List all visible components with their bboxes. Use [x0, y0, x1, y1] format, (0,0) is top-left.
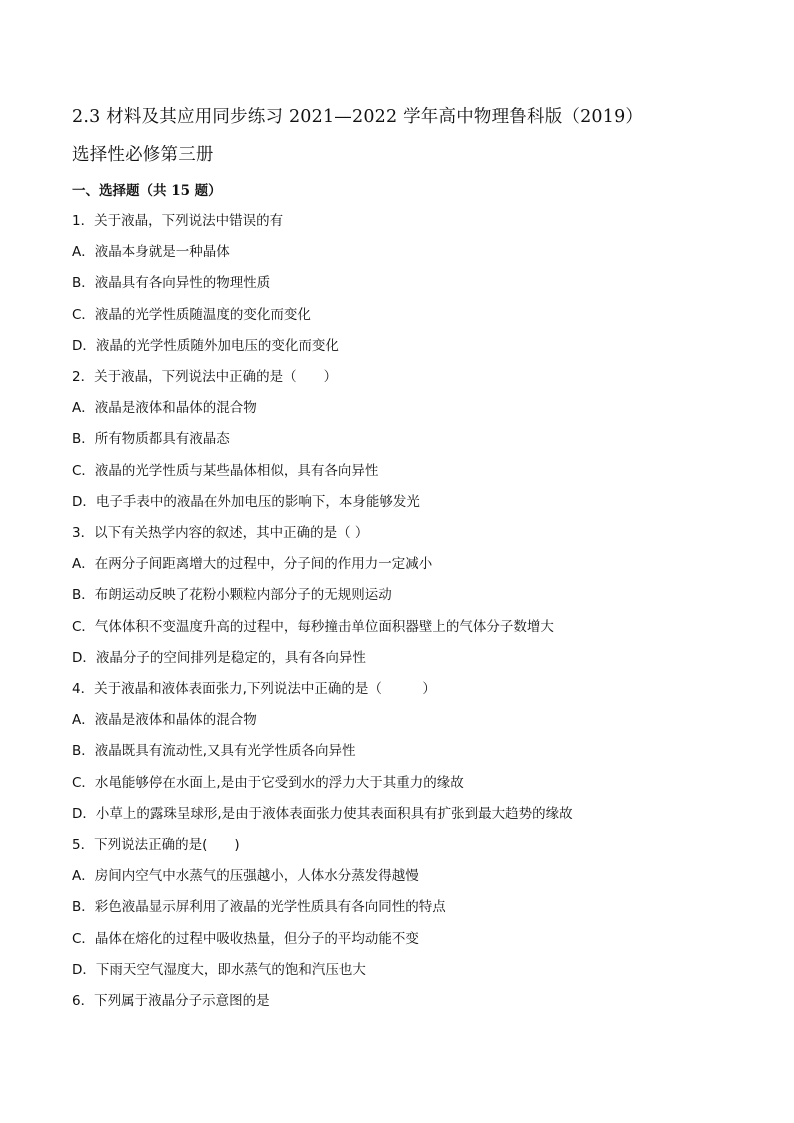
- question-5: [72, 830, 722, 986]
- option-c: C．晶体在熔化的过程中吸收热量，但分子的平均动能不变: [72, 930, 419, 947]
- question-4: [72, 674, 722, 830]
- question-stem: 2．关于液晶，下列说法中正确的是（ ）: [72, 369, 338, 386]
- option-a: A．液晶是液体和晶体的混合物: [72, 400, 257, 417]
- option-c: C．水黾能够停在水面上,是由于它受到水的浮力大于其重力的缘故: [72, 774, 464, 791]
- option-b: B．布朗运动反映了花粉小颗粒内部分子的无规则运动: [72, 587, 392, 604]
- option-c: C．气体体积不变温度升高的过程中，每秒撞击单位面积器壁上的气体分子数增大: [72, 618, 554, 635]
- option-a: A．液晶是液体和晶体的混合物: [72, 712, 257, 729]
- option-c: C．液晶的光学性质随温度的变化而变化: [72, 306, 311, 323]
- question-1: [72, 206, 722, 362]
- option-d: D．液晶的光学性质随外加电压的变化而变化: [72, 337, 339, 354]
- option-d: D．下雨天空气湿度大，即水蒸气的饱和汽压也大: [72, 961, 366, 978]
- option-b: B．彩色液晶显示屏利用了液晶的光学性质具有各向同性的特点: [72, 899, 446, 916]
- option-b: B．液晶既具有流动性,又具有光学性质各向异性: [72, 743, 356, 760]
- title-line-1: 2.3 材料及其应用同步练习 2021—2022 学年高中物理鲁科版（2019）: [72, 107, 644, 127]
- document-title: [72, 98, 722, 174]
- option-a: A．液晶本身就是一种晶体: [72, 244, 230, 261]
- option-b: B．液晶具有各向异性的物理性质: [72, 275, 271, 292]
- question-6: [72, 986, 722, 1017]
- option-d: D．电子手表中的液晶在外加电压的影响下，本身能够发光: [72, 493, 420, 510]
- document-page: [72, 98, 722, 1017]
- question-stem: 5．下列说法正确的是( ): [72, 837, 240, 854]
- section-heading: 一、选择题（共 15 题）: [72, 183, 222, 199]
- title-line-2: 选择性必修第三册: [72, 145, 214, 165]
- question-2: [72, 362, 722, 518]
- option-d: D．小草上的露珠呈球形,是由于液体表面张力使其表面积具有扩张到最大趋势的缘故: [72, 805, 573, 822]
- option-a: A．在两分子间距离增大的过程中，分子间的作用力一定减小: [72, 556, 433, 573]
- question-3: [72, 518, 722, 674]
- option-d: D．液晶分子的空间排列是稳定的，具有各向异性: [72, 649, 366, 666]
- question-stem: 4．关于液晶和液体表面张力,下列说法中正确的是（ ）: [72, 681, 436, 698]
- question-stem: 6．下列属于液晶分子示意图的是: [72, 993, 270, 1010]
- question-stem: 3．以下有关热学内容的叙述，其中正确的是（ ）: [72, 525, 369, 542]
- question-stem: 1．关于液晶，下列说法中错误的有: [72, 213, 284, 229]
- option-b: B．所有物质都具有液晶态: [72, 431, 230, 448]
- option-c: C．液晶的光学性质与某些晶体相似，具有各向异性: [72, 462, 379, 479]
- option-a: A．房间内空气中水蒸气的压强越小，人体水分蒸发得越慢: [72, 868, 419, 885]
